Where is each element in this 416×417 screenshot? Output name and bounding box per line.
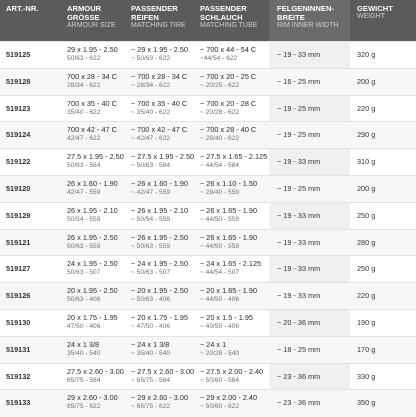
weight: 190 g [357,318,376,327]
matching-tube: ~ 26 x 1.65 - 1.90 ~ 44/50 - 559 [200,205,257,223]
matching-tire: ~ 20 x 1.95 - 2.50 ~ 50/63 - 406 [131,286,188,304]
weight: 200 g [357,184,376,193]
matching-tire: ~ 27.5 x 2.60 - 3.00 ~ 65/75 - 584 [131,366,195,384]
art-number: 519133 [6,398,31,408]
matching-tire: ~ 26 x 1.95 - 2.50 ~ 50/63 - 559 [131,232,188,250]
weight: 200 g [357,76,376,86]
matching-tire: ~ 24 x 1 3/8 ~ 35/40 - 540 [131,339,171,357]
rim-inner-width: ~ 19 - 33 mm [277,50,321,59]
table-row [0,229,416,257]
armour-size: 29 x 2.60 - 3.00 65/75 - 622 [67,393,118,411]
table-row [0,389,416,417]
rim-inner-width: ~ 19 - 25 mm [277,130,321,140]
matching-tube: ~ 26 x 1.65 - 1.90 ~ 44/50 - 559 [200,232,257,250]
matching-tube: ~ 700 x 28 - 40 C ~ 28/40 - 622 [200,125,257,143]
table-row [0,148,416,176]
table-row [0,309,416,337]
rim-inner-width: ~ 19 - 33 mm [277,264,321,274]
rim-inner-width: ~ 16 - 25 mm [277,76,321,86]
matching-tube: ~ 26 x 1.10 - 1.50 ~ 28/40 - 559 [200,179,257,196]
armour-size: 24 x 1 3/8 35/40 - 540 [67,339,101,357]
table-row [0,363,416,391]
header-tire: PASSENDER REIFEN MATCHING TIRE [131,4,186,29]
weight: 320 g [357,50,376,59]
rim-inner-width: ~ 18 - 25 mm [277,344,321,354]
armour-size: 700 x 35 - 40 C 35/40 - 622 [67,98,117,116]
matching-tube: ~ 700 x 20 - 25 C ~ 20/25 - 622 [200,71,257,89]
armour-size: 26 x 1.60 - 1.90 42/47 - 559 [67,179,118,196]
art-number: 519122 [6,157,31,167]
rim-inner-width: ~ 19 - 33 mm [277,237,321,247]
weight: 220 g [357,291,376,301]
header-art: ART.-NR. [6,4,39,13]
weight: 350 g [357,398,376,408]
weight: 290 g [357,130,376,140]
rim-inner-width: ~ 19 - 33 mm [277,291,321,301]
weight: 330 g [357,371,376,381]
table-row [0,95,416,123]
matching-tire: ~ 700 x 28 - 34 C ~ 28/34 - 622 [131,71,188,89]
art-number: 519128 [6,76,31,86]
art-number: 519123 [6,103,31,113]
matching-tire: ~ 26 x 1.60 - 1.90 ~ 42/47 - 559 [131,179,188,196]
matching-tire: ~ 26 x 1.95 - 2.10 ~ 50/54 - 559 [131,205,188,223]
matching-tire: ~ 29 x 1.95 - 2.50 ~ 50/63 - 622 [131,45,188,62]
matching-tube: ~ 24 x 1.65 - 2.125 ~ 44/54 - 507 [200,259,262,277]
table-row [0,68,416,96]
matching-tube: ~ 700 x 44 - 54 C ~44/54 - 622 [200,45,257,62]
matching-tube: ~ 24 x 1 ~ 20/28 - 540 [200,339,240,357]
art-number: 519127 [6,264,31,274]
matching-tube: ~ 29 x 2.00 - 2.40 ~ 50/60 - 622 [200,393,257,411]
art-number: 519129 [6,210,31,220]
table-row [0,175,416,203]
header-weight: GEWICHT WEIGHT [357,4,393,20]
armour-size: 24 x 1.95 - 2.50 50/63 - 507 [67,259,118,277]
rim-inner-width: ~ 20 - 36 mm [277,318,321,327]
weight: 220 g [357,103,376,113]
art-number: 519125 [6,50,31,59]
armour-size: 20 x 1.95 - 2.50 50/63 - 406 [67,286,118,304]
armour-size: 26 x 1.95 - 2.10 50/54 - 559 [67,205,118,223]
matching-tire: ~ 29 x 2.60 - 3.00 ~ 65/75 - 622 [131,393,188,411]
armour-size: 27.5 x 1.95 - 2.50 50/63 - 584 [67,152,124,170]
rim-inner-width: ~ 19 - 33 mm [277,157,321,167]
weight: 310 g [357,157,376,167]
art-number: 519124 [6,130,31,140]
matching-tube: ~ 20 x 1.5 - 1.95 ~ 40/50 - 406 [200,313,253,330]
rim-inner-width: ~ 19 - 25 mm [277,103,321,113]
weight: 250 g [357,264,376,274]
table-row [0,336,416,364]
art-number: 519130 [6,318,31,327]
matching-tire: ~ 700 x 35 - 40 C ~ 35/40 - 622 [131,98,188,116]
matching-tube: ~ 700 x 20 - 28 C ~ 20/28 - 622 [200,98,257,116]
rim-inner-width: ~ 23 - 36 mm [277,398,321,408]
armour-size: 700 x 42 - 47 C 42/47 - 622 [67,125,117,143]
armour-size: 29 x 1.95 - 2.50 50/63 - 622 [67,45,118,62]
art-number: 519132 [6,371,31,381]
rim-inner-width: ~ 19 - 25 mm [277,184,321,193]
armour-size: 27.5 x 2.60 - 3.00 65/75 - 584 [67,366,124,384]
matching-tire: ~ 20 x 1.75 - 1.95 ~ 47/50 - 406 [131,313,188,330]
header-armour: ARMOUR GRÖSSE ARMOUR SIZE [67,4,116,29]
weight: 280 g [357,237,376,247]
armour-size: 26 x 1.95 - 2.50 50/63 - 559 [67,232,118,250]
art-number: 519120 [6,184,31,193]
table-row [0,255,416,283]
matching-tire: ~ 24 x 1.95 - 2.50 ~ 50/63 - 507 [131,259,188,277]
matching-tire: ~ 27.5 x 1.95 - 2.50 ~ 50/63 - 584 [131,152,195,170]
rim-inner-width: ~ 19 - 33 mm [277,210,321,220]
matching-tire: ~ 700 x 42 - 47 C ~ 42/47 - 622 [131,125,188,143]
matching-tube: ~ 27.5 x 1.65 - 2.125 ~ 44/54 - 584 [200,152,268,170]
header-tube: PASSENDER SCHLAUCH MATCHING TUBE [200,4,258,29]
weight: 170 g [357,344,376,354]
armour-size: 20 x 1.75 - 1.95 47/50 - 406 [67,313,118,330]
art-number: 519121 [6,237,31,247]
art-number: 519131 [6,344,31,354]
matching-tube: ~ 27.5 x 2.00 - 2.40 ~ 50/60 - 584 [200,366,264,384]
table-row [0,121,416,149]
table-header [0,0,416,41]
armour-size: 700 x 28 - 34 C 28/34 - 622 [67,71,117,89]
table-row [0,282,416,310]
matching-tube: ~ 20 x 1.65 - 1.90 ~ 44/50 - 406 [200,286,257,304]
header-rim: FELGENINNEN-BREITE RIM INNER WIDTH [277,4,339,29]
art-number: 519126 [6,291,31,301]
table-row [0,41,416,69]
weight: 250 g [357,210,376,220]
rim-inner-width: ~ 23 - 36 mm [277,371,321,381]
table-row [0,202,416,230]
